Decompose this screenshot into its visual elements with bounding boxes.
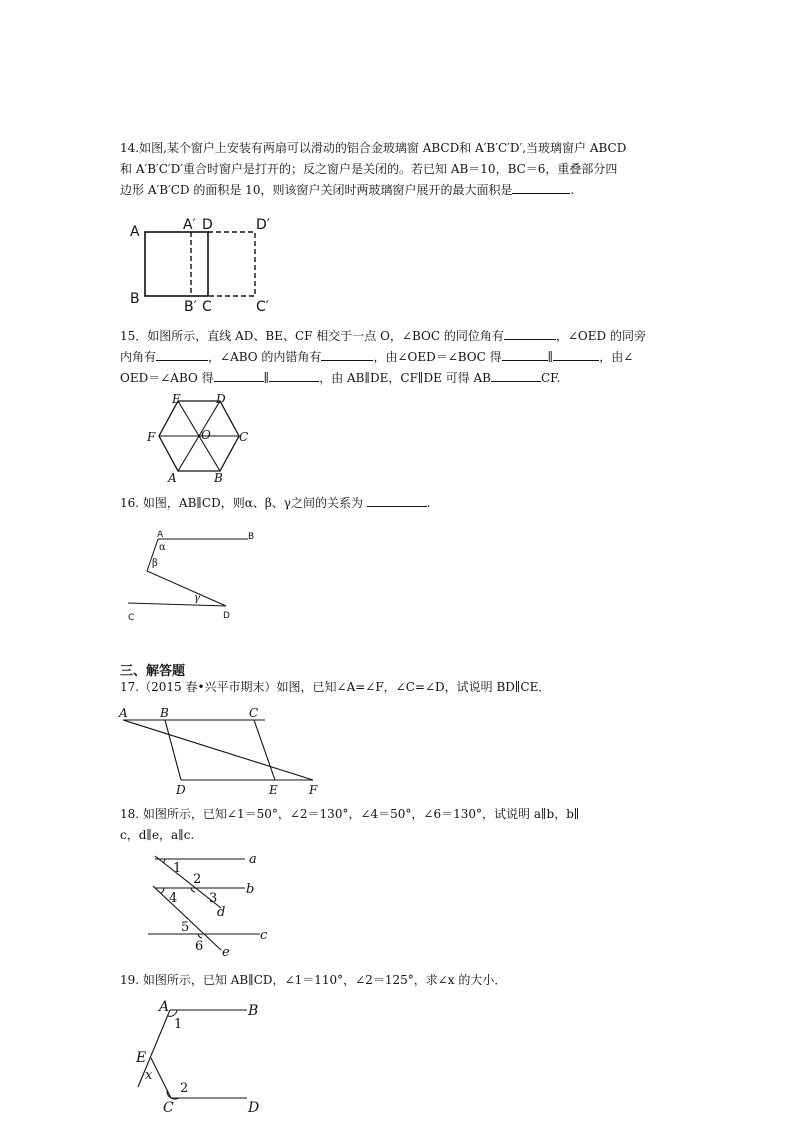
label-2: 2 [180,1081,189,1096]
label-beta: β [152,558,158,569]
q14-line-2: 和 A′B′C′D′重合时窗户是打开的；反之窗户是关闭的。若已知 AB＝10，BC＝6，重叠部分四 [120,162,618,176]
label-c: C [239,430,249,444]
label-b: B [248,532,255,542]
window-abcd [145,232,208,296]
label-a: A [130,224,140,240]
line-ce [254,720,275,780]
q15-l2-text-e: ，由∠ [599,350,634,364]
label-b: B [248,1003,259,1019]
q16-text [120,493,431,514]
label-c: C [128,613,135,623]
q19-text: 19. 如图所示，已知 AB∥CD，∠1＝110°，∠2＝125°，求∠x 的大小． [120,973,507,987]
q15-l2-text-d: ∥ [547,350,554,364]
label-x: x [145,1068,153,1083]
q19-figure [125,995,275,1119]
q16-answer-blank [367,494,427,507]
label-d: d [217,905,226,920]
label-a-prime: A′ [183,217,196,233]
q15-l3-text-b: ∥ [263,371,270,385]
q15-l2-text-a: 内角有 [120,350,157,364]
label-b-prime: B′ [184,299,197,315]
label-f: F [147,430,156,444]
q15-l1-text-a: 15．如图所示，直线 AD、BE、CF 相交于一点 O，∠BOC 的同位角有 [120,329,504,343]
label-c: c [260,928,268,943]
q18-line-2: c，d∥e，a∥c. [120,828,195,842]
label-e: E [269,783,278,796]
q16-text-b: . [426,496,431,510]
label-alpha: α [159,542,166,553]
q15-l1-text-b: ，∠OED 的同旁 [555,329,646,343]
q15-l3-text-d: CF. [540,371,561,385]
label-d: D [223,611,230,621]
label-6: 6 [195,939,204,954]
line-bd [165,720,181,780]
q17-text: 17.（2015 春•兴平市期末）如图，已知∠A=∠F，∠C=∠D，试说明 BD∥CE． [120,680,551,694]
label-c-prime: C′ [256,299,269,315]
label-2: 2 [193,872,202,887]
label-a: A [119,706,128,720]
q15-blank-4 [502,348,548,361]
label-e: e [222,945,230,960]
label-b: B [130,291,140,307]
label-d: D [216,392,226,406]
label-a: A [168,471,177,485]
q14-line-3 [120,180,574,201]
label-4: 4 [169,891,178,906]
label-3: 3 [209,891,218,906]
q16-figure [120,526,270,626]
label-5: 5 [181,920,190,935]
label-b: B [214,471,223,485]
q15-blank-7 [269,369,319,382]
label-e: E [136,1050,147,1066]
q15-l2-text-c: ，由∠OED＝∠BOC 得 [373,350,502,364]
label-d: D [248,1100,260,1116]
line-cd [128,603,226,606]
q15-blank-5 [553,348,599,361]
label-c: C [163,1100,174,1116]
q15-blank-8 [491,369,541,382]
q14-line-1: 14.如图,某个窗户上安装有两扇可以滑动的铝合金玻璃窗 ABCD和 A′B′C′D′,当玻璃窗户 ABCD [120,141,627,155]
section-title: 三、解答题 [120,664,186,679]
label-a: A [159,999,170,1015]
angle-mark-1 [163,859,165,863]
window-apbpcpdp [208,232,255,296]
label-d: D [202,217,213,233]
label-1: 1 [173,861,182,876]
q14-answer-blank [512,181,570,194]
q18-figure [145,850,280,962]
line-ae [138,1010,170,1087]
q15-line-2 [120,347,633,368]
q15-line-3 [120,368,560,389]
label-c: C [249,706,259,720]
q18-line-1: 18. 如图所示，已知∠1＝50°，∠2＝130°，∠4＝50°，∠6＝130°，试说明 a∥b，b∥ [120,807,580,821]
q14-window-figure [125,208,285,318]
label-c: C [202,299,212,315]
label-b: b [246,882,255,897]
label-d: D [176,783,186,796]
angle-mark-2 [191,888,195,892]
label-b: B [160,706,169,720]
q15-l3-text-c: ，由 AB∥DE，CF∥DE 可得 AB [319,371,491,385]
label-1: 1 [174,1017,183,1032]
q15-blank-2 [156,348,208,361]
angle-mark-6 [198,934,202,938]
line-ec [151,1058,171,1098]
q15-blank-3 [321,348,373,361]
q15-line-1 [120,326,646,347]
q16-text-a: 16. 如图，AB∥CD，则α、β、γ之间的关系为 [120,496,363,510]
q14-line-3-end: . [570,183,575,197]
q17-figure [115,702,325,796]
label-a: a [249,852,257,867]
q15-l2-text-b: ，∠ABO 的内错角有 [208,350,322,364]
label-gamma: γ [194,593,200,604]
q15-blank-6 [214,369,264,382]
label-o: O [201,428,211,442]
q15-hexagon-figure [143,392,258,486]
q14-line-3-text: 边形 A′B′CD 的面积是 10，则该窗户关闭时两玻璃窗户展开的最大面积是 [120,183,513,197]
label-f: F [309,783,318,796]
q15-blank-1 [504,327,556,340]
line-af [123,720,313,780]
label-e: E [172,392,181,406]
angle-mark-4 [161,888,164,893]
label-d-prime: D′ [256,217,270,233]
label-a: A [157,530,164,540]
q15-l3-text-a: OED＝∠ABO 得 [120,371,214,385]
